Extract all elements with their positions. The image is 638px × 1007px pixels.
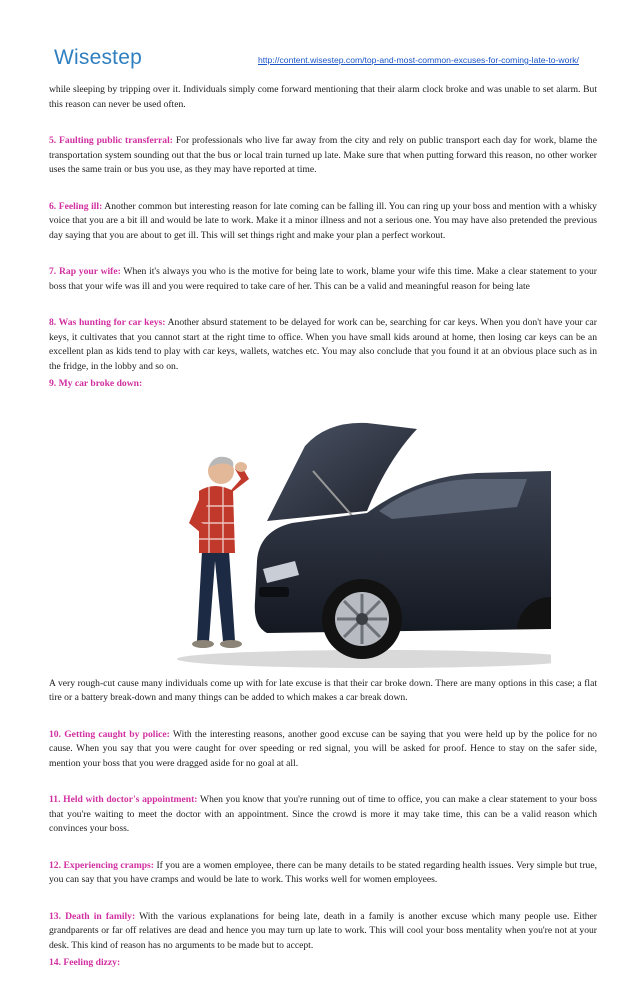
item-text-13: With the various explanations for being late, death in a family is another excuse which many people use. Either grandparents or far off relatives are dead and hence you may turn up late to work. This will cool your boss mentality when you're not at your desk. This kind of reason has no arguments to be made but to accept. (49, 910, 597, 951)
item-paragraph-8 (49, 316, 597, 374)
item-heading-12: 12. Experiencing cramps: (49, 859, 154, 871)
item-heading-9: 9. My car broke down: (49, 378, 143, 389)
item-paragraph-5 (49, 134, 597, 178)
item-heading-13: 13. Death in family: (49, 910, 136, 922)
item-text-5: For professionals who live far away from the city and rely on public transport each day for work, blame the transportation system sounding out that the bus or local train turned up late. Make sure that when putting forward this reason, no other worker uses the same train or bus you use, as they may have reported at time. (49, 135, 597, 175)
item-text-8: Another absurd statement to be delayed for work can be, searching for car keys. When you don't have your car keys, it cultivates that you cannot start at the right time to office. When you have small kids around at home, then losing car keys can be an excellent plan as kids tend to play with car keys, wallets, watches etc. You may also conclude that you found it at an obvious place such as in the fridge, in the lobby and so on. (49, 317, 597, 372)
article-url-link[interactable]: http://content.wisestep.com/top-and-most-common-excuses-for-coming-late-to-work/ (258, 55, 579, 65)
item-text-6: Another common but interesting reason for late coming can be falling ill. You can ring up your boss and mention with a whisky voice that you are a bit ill and would be late to work. Make it a minor illness and not a serious one. You may have also pretended the previous day saying that you are about to get ill. This will set things right and make your plan a perfect workout. (49, 200, 597, 241)
item-heading-8: 8. Was hunting for car keys: (49, 317, 166, 328)
item-heading-7: 7. Rap your wife: (49, 266, 121, 277)
car-breakdown-illustration (117, 401, 551, 668)
page-header (0, 0, 638, 80)
item-text-11: When you know that you're running out of time to office, you can make a clear statement to your boss that you're waiting to meet the doctor with an appointment. Since the crowd is more it may take time, this can be a valid reason which convinces your boss. (49, 794, 597, 834)
item-paragraph-13 (49, 910, 597, 954)
article-body (49, 83, 597, 971)
item-paragraph-11 (49, 793, 597, 837)
item-text-12: If you are a women employee, there can be many details to be stated regarding health issues. Very simple but true, you can say that you have cramps and would be late to work. This works well for women employees. (49, 859, 597, 885)
item-paragraph-9 (49, 377, 597, 392)
brand-logo: Wisestep (54, 46, 142, 69)
item-paragraph-12 (49, 859, 597, 888)
item-heading-14: 14. Feeling dizzy: (49, 957, 121, 968)
item-heading-5: 5. Faulting public transferral: (49, 135, 173, 146)
intro-paragraph: while sleeping by tripping over it. Individuals simply come forward mentioning that their alarm clock broke and was unable to set alarm. But this reason can never be used often. (49, 84, 597, 110)
item-paragraph-9-text: A very rough-cut cause many individuals come up with for late excuse is that their car broke down. There are many options in this case; a flat tire or a battery break-down and many things can be added to which makes a car break down. (49, 677, 597, 703)
item-heading-11: 11. Held with doctor's appointment: (49, 794, 198, 805)
item-paragraph-7 (49, 265, 597, 294)
car-breakdown-photo (117, 401, 551, 668)
item-paragraph-14 (49, 956, 597, 971)
item-heading-10: 10. Getting caught by police: (49, 728, 170, 740)
item-text-10: With the interesting reasons, another good excuse can be saying that you were held up by the police for no cause. When you say that you were caught for over speeding or red signal, you will be asked for proof. Hence to stay on the safer side, mention your boss that you were dragged aside for no goal at all. (49, 728, 597, 769)
item-paragraph-6 (49, 200, 597, 244)
item-text-7: When it's always you who is the motive for being late to work, blame your wife this time. Make a clear statement to your boss that your wife was ill and you were required to take care of her. This can be a valid and meaningful reason for being late (49, 266, 597, 292)
item-heading-6: 6. Feeling ill: (49, 200, 103, 212)
item-paragraph-10 (49, 728, 597, 772)
